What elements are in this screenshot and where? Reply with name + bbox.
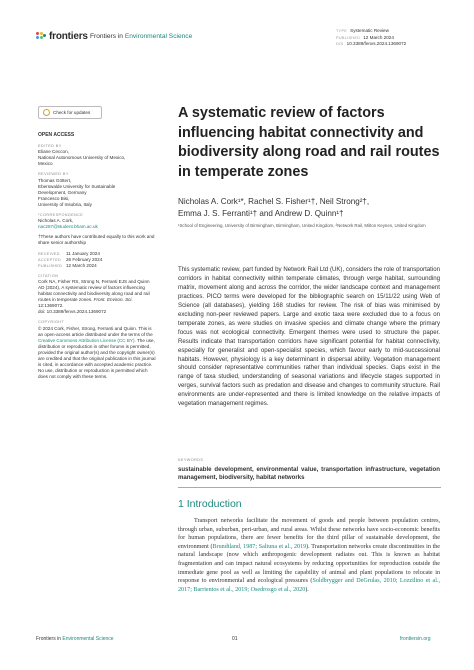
citation-link[interactable]: Soldbrygger and DeGrulas, 2010; Lozzilino et al., 2017; Barrientos et al., 2019; Osedrosgo et al., 2020 xyxy=(178,578,440,593)
copyright: © 2024 Cork, Fisher, Strong, Ferranti and Quinn. This is an open-access article distributed under the terms of the Creative Commons Attribution License (CC BY). The use, distribution or reproduction in other forums is permitted, provided the original author(s) and the copyright owner(s) are credited and that the original publication in this journal is cited, in accordance with accepted academic practice. No use, distribution or reproduction is permitted which does not comply with these terms. xyxy=(38,325,156,380)
brand-name: frontiers xyxy=(49,31,88,42)
journal-header[interactable]: Frontiers in Environmental Science xyxy=(90,33,193,40)
license-link[interactable]: Creative Commons Attribution License (CC BY). xyxy=(38,337,136,343)
article-title: A systematic review of factors influencing habitat connectivity and biodiversity along road and rail routes in temperate zones xyxy=(178,105,440,180)
reviewed-by: Thomas Göttert, Eberswalde University for Sustainable Development, Germany Francesco Bisi, University of Insubria, Italy xyxy=(38,177,116,207)
contributed-note: †These authors have contributed equally to this work and share senior authorship xyxy=(38,234,155,246)
introduction-paragraph: Transport networks facilitate the movement of goods and people between population centres, through urban, suburban, peri-urban, and rural areas. Whilst these networks have socio-economic benefits for human populations, there are fewer benefits for the third pillar of sustainable development, the environment (Brundtland, 1987; Saltuna et al., 2019). Transportation networks create discontinuities in the natural landscape (now which anthropogenic development radiates out. This is known as habitat fragmentation and can impact natural ecosystems by reducing opportunities for reproduction outside the immediate gene pool as well as limiting the capability of animal and plant populations to relocate in response to environmental and ecological pressures (Soldbrygger and DeGrulas, 2010; Lozzilino et al., 2017; Barrientos et al., 2019; Osedrosgo et al., 2020). xyxy=(178,518,441,593)
page-number: 01 xyxy=(232,636,238,642)
logo-dots-icon xyxy=(36,32,46,42)
frontiers-logo[interactable] xyxy=(36,31,88,42)
abstract: This systematic review, part funded by Network Rail Ltd (UK), considers the role of transportation corridors in habitat connectivity within temperate climates, through verge habitat, surrounding matrix, movement along and across the corridor, the wider landscape context and management practices. PICO terms were developed for the bibliographic search on 15/11/22 using Web of Science (all databases), yielding 168 studies for review. The risk of bias was minimised by excluding non-peer reviewed papers. Large and exotic taxa were excluded due to a focus on temperate zones, as were studies on invasive species and climate change where the primary focus was not ecological connectivity. Emergent themes were used to structure the paper. Results indicate that transportation corridors have significant potential for habitat connectivity, especially for generalist and open-specialist species, which favour early to mid-successional habitats. However, physiology is a key determinant in dispersal ability. Vegetation management should consider representative communities rather than individual species. Gaps exist in the range of taxa studied, understanding of seasonal variations and lifecycle stages supported in verges, survival factors such as predation and disease and changes to community structure. Rail environments are under-represented and there is limited knowledge on the relative impacts of vegetation management regimes. xyxy=(178,266,440,408)
keywords-label: KEYWORDS xyxy=(178,458,204,462)
edited-by: Eliane Ceccon, National Autonomous University of Mexico, Mexico xyxy=(38,149,126,167)
citation: Cork NA, Fisher RS, Strong N, Ferranti EJS and Quinn AD (2024), A systematic review of factors influencing habitat connectivity and biodiversity along road and rail routes in temperate zones. Front. Environ. Sci. 12:1369072. doi: 10.3389/fenvs.2024.1369072 xyxy=(38,278,150,315)
introduction-heading: 1 Introduction xyxy=(178,498,242,510)
check-updates-button[interactable]: Check for updates xyxy=(38,106,102,119)
correspondence-email-link[interactable]: nac287@student.bham.ac.uk xyxy=(38,224,98,230)
keywords: sustainable development, environmental value, transportation infrastructure, vegetation management, biodiversity, habitat networks xyxy=(178,466,440,482)
section-divider xyxy=(178,487,441,488)
doi-link[interactable]: 10.3389/fenvs.2024.1369072 xyxy=(346,41,407,47)
footer-journal[interactable]: Frontiers in Environmental Science xyxy=(36,636,114,642)
author-list[interactable]: Nicholas A. Cork¹*, Rachel S. Fisher¹†, Neil Strong²†, Emma J. S. Ferranti¹† and Andrew D. Quinn¹† xyxy=(178,197,370,219)
check-updates-icon xyxy=(43,109,50,116)
article-info-sidebar: OPEN ACCESS EDITED BY Eliane Ceccon, National Autonomous University of Mexico, Mexico REVIEWED BY Thomas Göttert, Eberswalde University for Sustainable Development, Germany Francesco Bisi, University of Insubria, Italy *CORRESPONDENCE Nicholas A. Cork, nac287@student.bham.ac.uk †These authors have contributed equally to this work and share senior authorship RECEIVED 11 January 2024 ACCEPTED 26 February 2024 PUBLISHED 12 March 2024 CITATION Cork NA, Fisher RS, Strong N, Ferranti EJS and Quinn AD (2024), A systematic review of factors influencing habitat connectivity and biodiversity along road and rail routes in temperate zones. Front. Environ. Sci. 12:1369072. doi: 10.3389/fenvs.2024.1369072 COPYRIGHT © 2024 Cork, Fisher, Strong, Ferranti and Quinn. This is an open-access article distributed under the terms of the Creative Commons Attribution License (CC BY). The use, distribution or reproduction in other forums is permitted, provided the original author(s) and the copyright owner(s) are credited and that the original publication in this journal is cited, in accordance with accepted academic practice. No use, distribution or reproduction is permitted which does not comply with these terms. xyxy=(38,132,156,380)
citation-link[interactable]: Brundtland, 1987; Saltuna et al., 2019 xyxy=(212,543,307,550)
open-access-label: OPEN ACCESS xyxy=(38,132,75,138)
affiliations: ¹School of Engineering, University of Birmingham, Birmingham, United Kingdom, ²Network Rail, Milton Keynes, United Kingdom xyxy=(178,223,426,228)
site-link[interactable]: frontiersin.org xyxy=(400,636,431,642)
article-meta: TYPE Systematic Review PUBLISHED 12 March 2024 DOI 10.3389/fenvs.2024.1369072 xyxy=(336,28,407,47)
dates: RECEIVED 11 January 2024 ACCEPTED 26 February 2024 PUBLISHED 12 March 2024 xyxy=(38,250,103,268)
